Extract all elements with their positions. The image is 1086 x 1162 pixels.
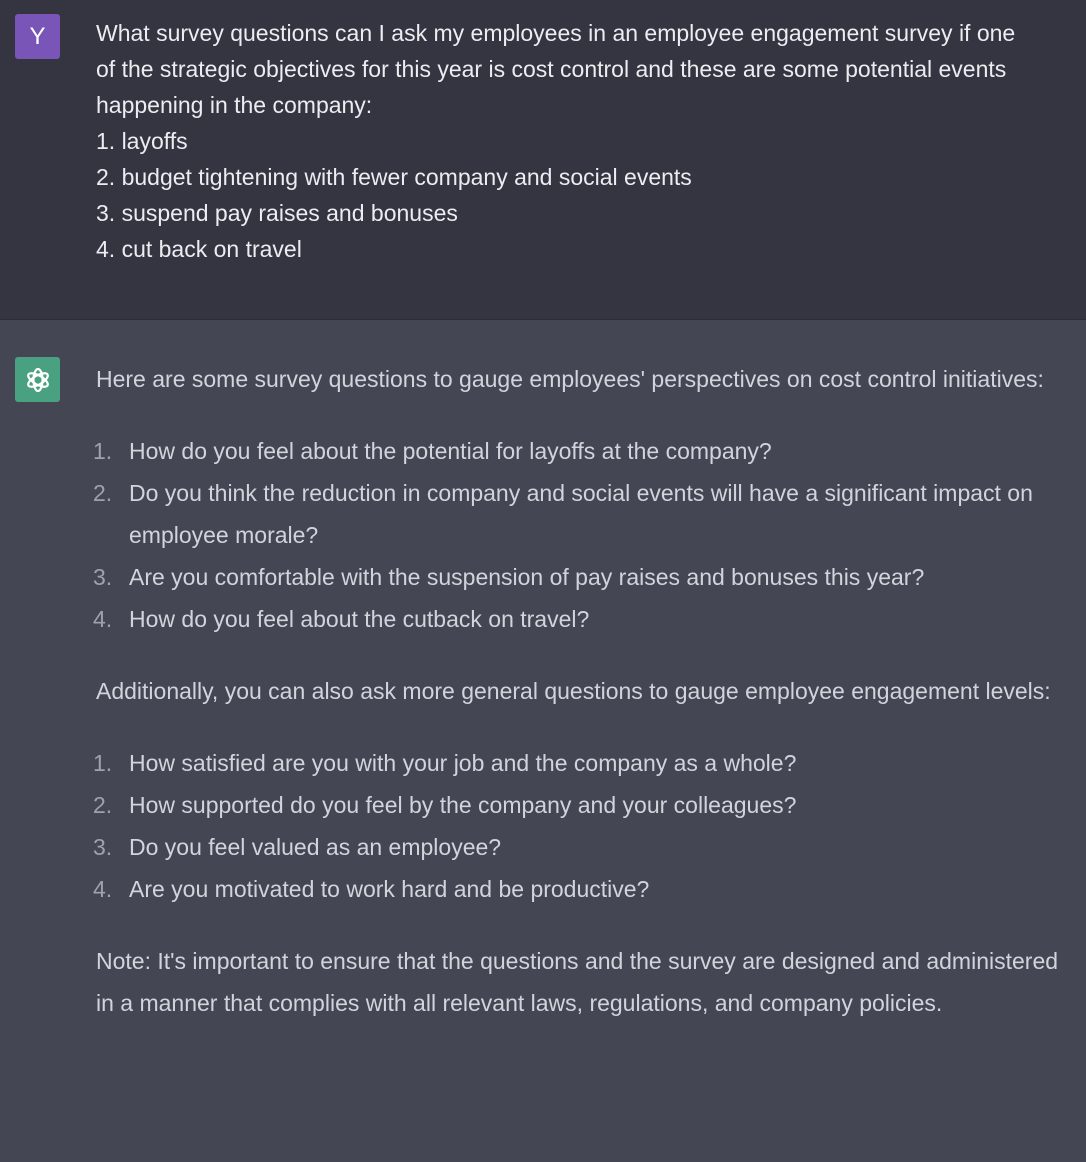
user-line: 2. budget tightening with fewer company and social events — [96, 164, 692, 190]
note-paragraph: Note: It's important to ensure that the questions and the survey are designed and administered in a manner that complies with all relevant laws, regulations, and company policies. — [96, 948, 1059, 1016]
user-message-text — [96, 15, 1081, 267]
user-line: happening in the company: — [96, 92, 373, 118]
assistant-message — [0, 320, 1086, 1162]
user-avatar-letter: Y — [29, 22, 46, 50]
assistant-avatar — [15, 357, 60, 402]
intro-paragraph: Here are some survey questions to gauge employees' perspectives on cost control initiatives: — [96, 366, 1044, 392]
user-line: What survey questions can I ask my employees in an employee engagement survey if one — [96, 20, 1016, 46]
list-item: 3. Are you comfortable with the suspension of pay raises and bonuses this year? — [93, 564, 925, 590]
assistant-message-text — [93, 358, 1071, 1024]
user-message — [0, 0, 1086, 320]
user-line: 1. layoffs — [96, 128, 188, 154]
additional-paragraph: Additionally, you can also ask more general questions to gauge employee engagement levels: — [96, 678, 1051, 704]
list-item: 2. How supported do you feel by the company and your colleagues? — [93, 792, 797, 818]
list-item: 4. Are you motivated to work hard and be productive? — [93, 876, 650, 902]
user-line: of the strategic objectives for this year is cost control and these are some potential events — [96, 56, 1007, 82]
cost-control-questions — [93, 430, 1071, 640]
user-line: 3. suspend pay raises and bonuses — [96, 200, 458, 226]
list-item: 1. How do you feel about the potential for layoffs at the company? — [93, 438, 772, 464]
openai-logo-icon — [22, 364, 54, 396]
list-item: 1. How satisfied are you with your job and the company as a whole? — [93, 750, 797, 776]
list-item: 4. How do you feel about the cutback on travel? — [93, 606, 590, 632]
general-engagement-questions — [93, 742, 1071, 910]
user-avatar — [15, 14, 60, 59]
list-item: 3. Do you feel valued as an employee? — [93, 834, 502, 860]
list-item: 2. Do you think the reduction in company and social events will have a significant impact on employee morale? — [93, 480, 1033, 548]
user-line: 4. cut back on travel — [96, 236, 302, 262]
